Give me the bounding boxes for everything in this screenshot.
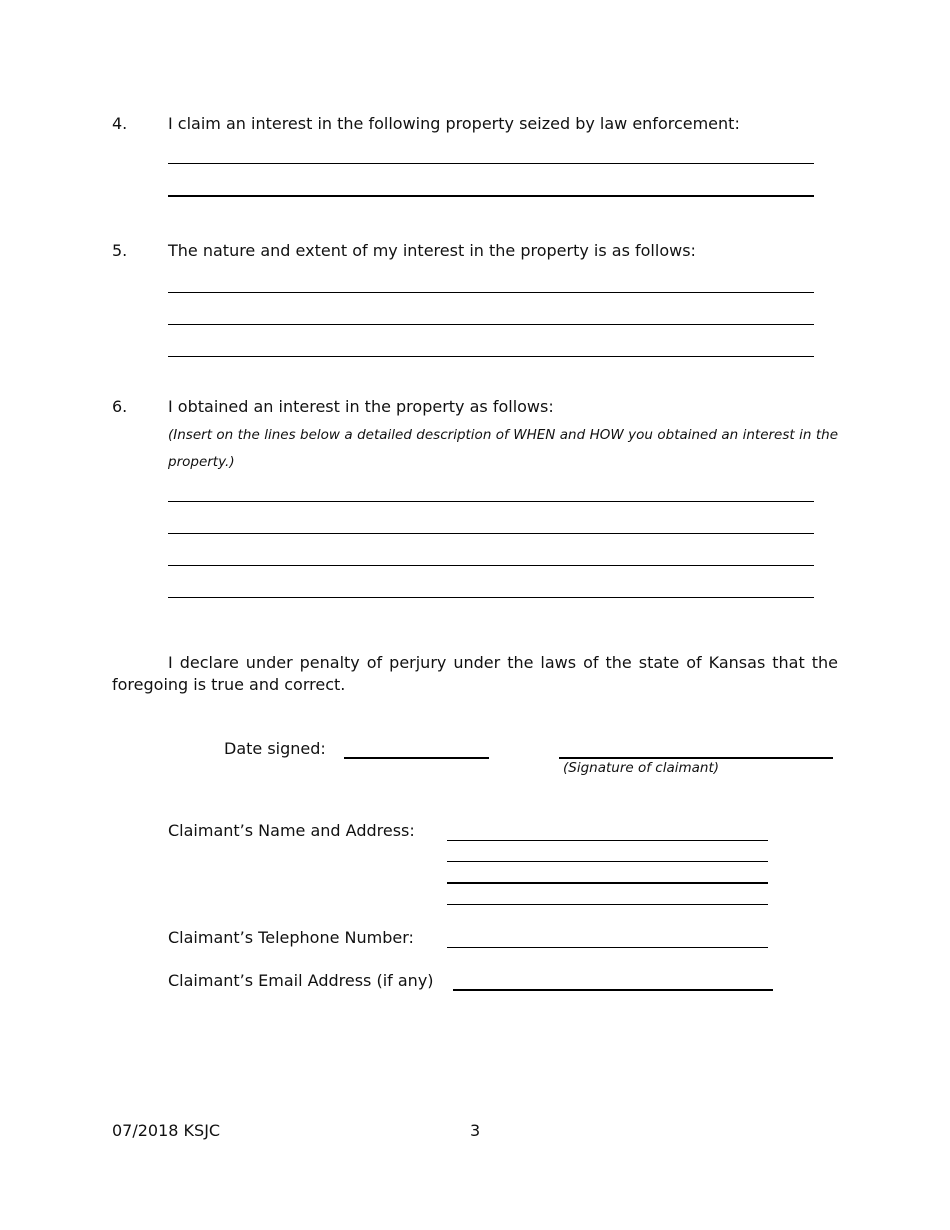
- signature-caption: (Signature of claimant): [563, 760, 720, 776]
- item-6-number: 6.: [112, 397, 128, 416]
- item-5-blank-line-2[interactable]: [168, 324, 814, 325]
- claimant-address-line-3[interactable]: [447, 882, 768, 884]
- claimant-address-line-4[interactable]: [447, 904, 768, 905]
- item-4-text: I claim an interest in the following property seized by law enforcement:: [168, 114, 740, 133]
- claimant-address-line-1[interactable]: [447, 840, 768, 841]
- item-5-text: The nature and extent of my interest in the property is as follows:: [168, 241, 696, 260]
- item-6-blank-line-4[interactable]: [168, 597, 814, 598]
- item-4-blank-line-2[interactable]: [168, 195, 814, 197]
- perjury-declaration: I declare under penalty of perjury under the laws of the state of Kansas that the foregoing is true and correct.: [112, 653, 838, 694]
- item-4-blank-line-1[interactable]: [168, 163, 814, 164]
- item-6-text: I obtained an interest in the property as follows:: [168, 397, 554, 416]
- form-code: 07/2018 KSJC: [112, 1121, 221, 1140]
- claimant-telephone-label: Claimant’s Telephone Number:: [168, 928, 414, 947]
- page-number: 3: [470, 1121, 481, 1140]
- item-5-number: 5.: [112, 241, 128, 260]
- item-5-blank-line-1[interactable]: [168, 292, 814, 293]
- claimant-telephone-field[interactable]: [447, 947, 768, 948]
- item-5-blank-line-3[interactable]: [168, 356, 814, 357]
- signature-field[interactable]: [559, 757, 833, 759]
- item-6-blank-line-3[interactable]: [168, 565, 814, 566]
- item-6-instruction-note: (Insert on the lines below a detailed description of WHEN and HOW you obtained an interest in the property.): [168, 427, 838, 470]
- item-6-blank-line-1[interactable]: [168, 501, 814, 502]
- claimant-email-field[interactable]: [453, 989, 773, 991]
- claimant-email-label: Claimant’s Email Address (if any): [168, 971, 434, 990]
- date-signed-label: Date signed:: [224, 739, 326, 758]
- item-4-number: 4.: [112, 114, 128, 133]
- claimant-name-address-label: Claimant’s Name and Address:: [168, 821, 415, 840]
- item-6-blank-line-2[interactable]: [168, 533, 814, 534]
- claimant-address-line-2[interactable]: [447, 861, 768, 862]
- date-signed-field[interactable]: [344, 757, 489, 759]
